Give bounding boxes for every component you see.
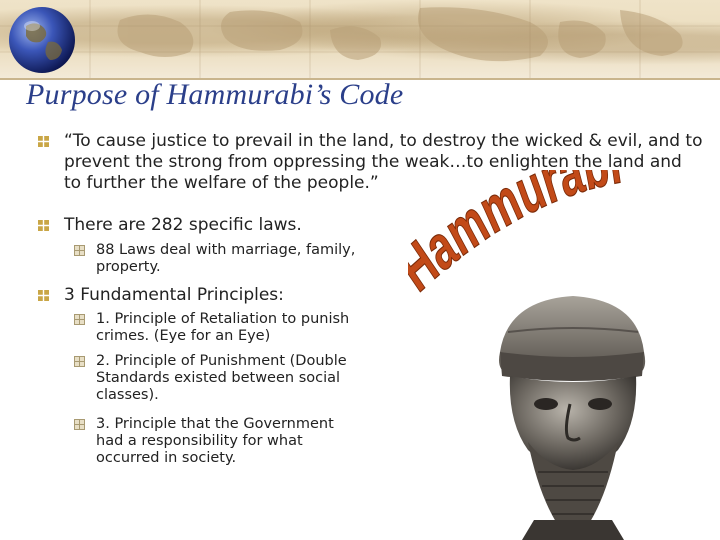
- slide-title: Purpose of Hammurabi’s Code: [26, 78, 404, 111]
- sub-bullet-retaliation: [96, 311, 354, 345]
- sub-bullet-text: 3. Principle that the Government had a responsibility for what occurred in society.: [96, 416, 334, 466]
- quote-text: “To cause justice to prevail in the land, to destroy the wicked & evil, and to prevent the strong from oppressing the weak…to enlighten the land and to further the welfare of the people.”: [64, 131, 703, 193]
- sub-bullet-punishment: [96, 353, 354, 404]
- bullet-text: 3 Fundamental Principles:: [64, 285, 284, 305]
- bullet-square-icon: [37, 219, 50, 232]
- sub-bullet-government: [96, 416, 354, 467]
- globe-icon: [6, 4, 78, 76]
- sub-bullet-text: 88 Laws deal with marriage, family, property.: [96, 242, 356, 275]
- sub-bullet-square-icon: [74, 356, 85, 367]
- bullet-specific-laws: [64, 215, 384, 236]
- logo-text: ammura: [412, 170, 598, 285]
- world-map-banner: [0, 0, 720, 78]
- bullet-square-icon: [37, 289, 50, 302]
- hammurabi-logo: [408, 170, 648, 300]
- bullet-text: There are 282 specific laws.: [64, 215, 302, 235]
- sub-bullet-family-laws: [96, 242, 356, 276]
- sub-bullet-text: 1. Principle of Retaliation to punish crimes. (Eye for an Eye): [96, 311, 350, 344]
- bullet-fundamental-principles: [64, 285, 384, 306]
- sub-bullet-square-icon: [74, 245, 85, 256]
- sub-bullet-square-icon: [74, 419, 85, 430]
- hammurabi-bust-image: [438, 292, 708, 540]
- bullet-square-icon: [37, 135, 50, 148]
- sub-bullet-text: 2. Principle of Punishment (Double Standards existed between social classes).: [96, 353, 347, 403]
- sub-bullet-square-icon: [74, 314, 85, 325]
- svg-text:Hammurabi: [408, 170, 625, 300]
